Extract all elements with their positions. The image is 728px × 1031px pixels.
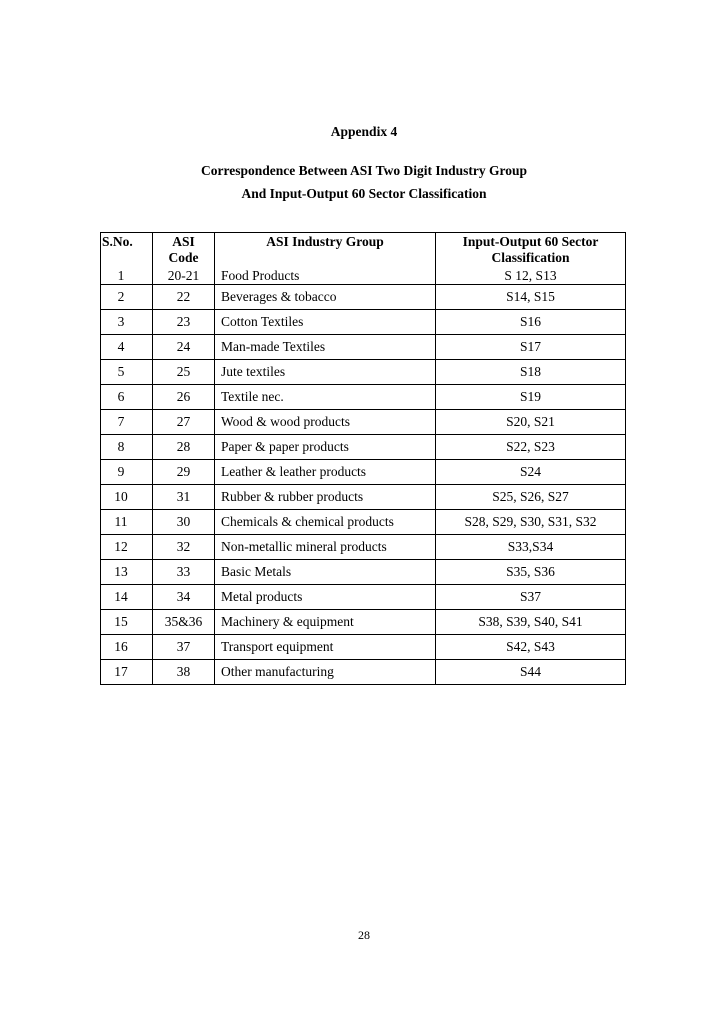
cell-industry-group: Metal products — [215, 585, 436, 610]
cell-asi-code: 22 — [153, 285, 215, 310]
cell-industry-group: Food Products — [215, 268, 436, 285]
cell-industry-group: Wood & wood products — [215, 410, 436, 435]
header-sno-label: S.No. — [102, 234, 133, 249]
cell-sno — [101, 310, 153, 335]
table-row — [101, 335, 626, 360]
cell-industry-group: Cotton Textiles — [215, 310, 436, 335]
cell-sno-value: 13 — [114, 564, 128, 579]
cell-sno — [101, 360, 153, 385]
table-row — [101, 268, 626, 285]
cell-io-classification: S44 — [436, 660, 626, 685]
cell-industry-group: Machinery & equipment — [215, 610, 436, 635]
cell-industry-group: Leather & leather products — [215, 460, 436, 485]
table-header — [101, 233, 626, 269]
table-row — [101, 610, 626, 635]
cell-asi-code: 38 — [153, 660, 215, 685]
cell-industry-group: Other manufacturing — [215, 660, 436, 685]
header-sno — [101, 233, 153, 269]
cell-asi-code: 31 — [153, 485, 215, 510]
cell-sno — [101, 385, 153, 410]
table-row — [101, 535, 626, 560]
header-industry-group-label: ASI Industry Group — [266, 234, 384, 249]
header-io-line1: Input-Output 60 Sector — [462, 234, 599, 249]
cell-asi-code: 20-21 — [153, 268, 215, 285]
header-io-line2: Classification — [491, 250, 570, 265]
cell-sno — [101, 660, 153, 685]
table-row — [101, 435, 626, 460]
table-row — [101, 635, 626, 660]
header-io-classification — [436, 233, 626, 269]
cell-sno-value: 16 — [114, 639, 128, 654]
page-number: 28 — [358, 928, 370, 942]
cell-asi-code: 33 — [153, 560, 215, 585]
table-row — [101, 485, 626, 510]
cell-sno-value: 8 — [117, 439, 125, 454]
table-row — [101, 285, 626, 310]
cell-sno — [101, 285, 153, 310]
cell-industry-group: Jute textiles — [215, 360, 436, 385]
cell-asi-code: 27 — [153, 410, 215, 435]
cell-sno — [101, 268, 153, 285]
cell-io-classification: S28, S29, S30, S31, S32 — [436, 510, 626, 535]
cell-io-classification: S18 — [436, 360, 626, 385]
cell-industry-group: Non-metallic mineral products — [215, 535, 436, 560]
cell-sno — [101, 560, 153, 585]
cell-industry-group: Paper & paper products — [215, 435, 436, 460]
table-row — [101, 310, 626, 335]
table-row — [101, 360, 626, 385]
cell-industry-group: Basic Metals — [215, 560, 436, 585]
header-asi-code-line2: Code — [168, 250, 199, 265]
cell-industry-group: Beverages & tobacco — [215, 285, 436, 310]
cell-sno-value: 6 — [117, 389, 125, 404]
cell-industry-group: Chemicals & chemical products — [215, 510, 436, 535]
cell-sno-value: 14 — [114, 589, 128, 604]
cell-io-classification: S14, S15 — [436, 285, 626, 310]
cell-io-classification: S 12, S13 — [436, 268, 626, 285]
cell-sno — [101, 510, 153, 535]
cell-io-classification: S20, S21 — [436, 410, 626, 435]
cell-sno-value: 17 — [114, 664, 128, 679]
cell-io-classification: S24 — [436, 460, 626, 485]
cell-io-classification: S19 — [436, 385, 626, 410]
cell-asi-code: 29 — [153, 460, 215, 485]
cell-sno-value: 10 — [114, 489, 128, 504]
cell-sno — [101, 535, 153, 560]
subtitle-line-1: Correspondence Between ASI Two Digit Industry Group — [200, 163, 528, 178]
cell-sno — [101, 610, 153, 635]
cell-sno — [101, 485, 153, 510]
cell-industry-group: Man-made Textiles — [215, 335, 436, 360]
cell-io-classification: S42, S43 — [436, 635, 626, 660]
cell-sno — [101, 635, 153, 660]
cell-io-classification: S16 — [436, 310, 626, 335]
cell-asi-code: 24 — [153, 335, 215, 360]
table-body — [101, 268, 626, 685]
subtitle-line-2: And Input-Output 60 Sector Classification — [241, 186, 487, 201]
header-asi-code-line1: ASI — [172, 234, 195, 249]
table-row — [101, 410, 626, 435]
table-row — [101, 460, 626, 485]
header-row — [101, 233, 626, 269]
cell-sno — [101, 585, 153, 610]
cell-industry-group: Textile nec. — [215, 385, 436, 410]
header-asi-code — [153, 233, 215, 269]
cell-sno-value: 15 — [114, 614, 128, 629]
cell-asi-code: 28 — [153, 435, 215, 460]
table-row — [101, 660, 626, 685]
correspondence-table — [100, 232, 626, 685]
cell-io-classification: S33,S34 — [436, 535, 626, 560]
header-industry-group — [215, 233, 436, 269]
cell-asi-code: 35&36 — [153, 610, 215, 635]
table-row — [101, 560, 626, 585]
cell-sno-value: 3 — [117, 314, 125, 329]
cell-sno — [101, 410, 153, 435]
cell-asi-code: 23 — [153, 310, 215, 335]
cell-sno — [101, 335, 153, 360]
cell-industry-group: Rubber & rubber products — [215, 485, 436, 510]
cell-io-classification: S17 — [436, 335, 626, 360]
cell-sno-value: 2 — [117, 289, 125, 304]
cell-asi-code: 30 — [153, 510, 215, 535]
cell-io-classification: S22, S23 — [436, 435, 626, 460]
cell-sno-value: 1 — [117, 268, 125, 283]
cell-industry-group: Transport equipment — [215, 635, 436, 660]
cell-sno — [101, 460, 153, 485]
cell-io-classification: S38, S39, S40, S41 — [436, 610, 626, 635]
cell-asi-code: 34 — [153, 585, 215, 610]
table-row — [101, 585, 626, 610]
cell-asi-code: 32 — [153, 535, 215, 560]
cell-sno-value: 5 — [117, 364, 125, 379]
cell-sno-value: 12 — [114, 539, 128, 554]
table-row — [101, 385, 626, 410]
cell-sno — [101, 435, 153, 460]
cell-sno-value: 9 — [117, 464, 125, 479]
cell-io-classification: S25, S26, S27 — [436, 485, 626, 510]
cell-asi-code: 25 — [153, 360, 215, 385]
cell-asi-code: 26 — [153, 385, 215, 410]
appendix-title: Appendix 4 — [330, 124, 398, 139]
cell-io-classification: S37 — [436, 585, 626, 610]
cell-sno-value: 7 — [117, 414, 125, 429]
cell-asi-code: 37 — [153, 635, 215, 660]
cell-sno-value: 11 — [114, 514, 128, 529]
table-row — [101, 510, 626, 535]
cell-io-classification: S35, S36 — [436, 560, 626, 585]
cell-sno-value: 4 — [117, 339, 125, 354]
